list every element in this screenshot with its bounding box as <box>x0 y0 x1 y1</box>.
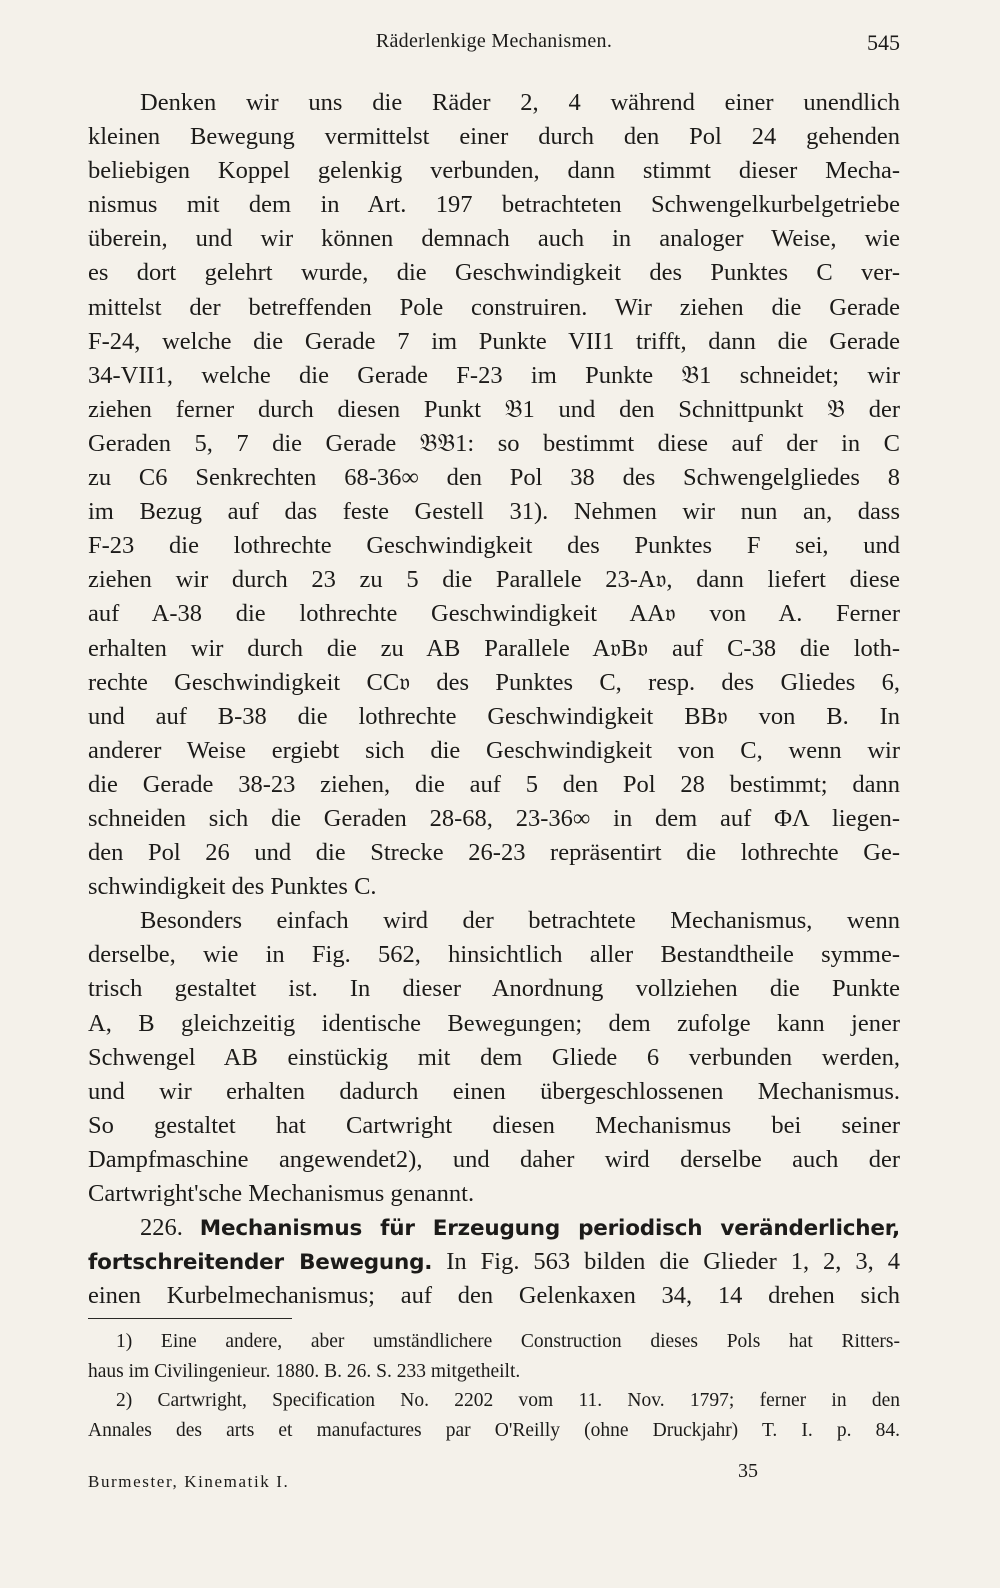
section-heading: Mechanismus für Erzeugung periodisch veränderlicher, <box>199 1216 900 1242</box>
text-line: derselbe, wie in Fig. 562, hinsichtlich aller Bestandtheile symme- <box>88 941 900 969</box>
text-line: Cartwright'sche Mechanismus genannt. <box>88 1180 475 1207</box>
text-line: schwindigkeit des Punktes C. <box>88 873 377 901</box>
footnotes <box>88 1327 900 1445</box>
text-line: schneiden sich die Geraden 28-68, 23-36∞ in dem auf ΦΛ liegen- <box>88 804 900 832</box>
text-line: erhalten wir durch die zu AB Parallele A𝔳B𝔳 auf C-38 die loth- <box>88 634 900 662</box>
sheet-mark: 35 <box>738 1460 758 1482</box>
page-footer <box>88 1460 900 1494</box>
text-line: Schwengel AB einstückig mit dem Gliede 6 verbunden werden, <box>88 1043 900 1071</box>
text-line: kleinen Bewegung vermittelst einer durch den Pol 24 gehenden <box>88 123 900 151</box>
text-line: und auf B-38 die lothrechte Geschwindigkeit BB𝔳 von B. In <box>88 702 900 730</box>
text-line: F-24, welche die Gerade 7 im Punkte VII1 trifft, dann die Gerade <box>88 327 900 355</box>
text-line: nismus mit dem in Art. 197 betrachteten Schwengelkurbelgetriebe <box>88 191 900 219</box>
text-line: einen Kurbelmechanismus; auf den Gelenkaxen 34, 14 drehen sich <box>88 1282 900 1310</box>
text-line: den Pol 26 und die Strecke 26-23 repräsentirt die lothrechte Ge- <box>88 839 900 867</box>
footnote-line: 2) Cartwright, Specification No. 2202 vom 11. Nov. 1797; ferner in den <box>116 1390 900 1411</box>
text-line: ziehen wir durch 23 zu 5 die Parallele 23-A𝔳, dann liefert diese <box>88 566 900 594</box>
footnote-line: Annales des arts et manufactures par O'Reilly (ohne Druckjahr) T. I. p. 84. <box>88 1419 900 1441</box>
running-header <box>88 30 900 62</box>
text-line: rechte Geschwindigkeit CC𝔳 des Punktes C, resp. des Gliedes 6, <box>88 668 900 696</box>
text-line: 34-VII1, welche die Gerade F-23 im Punkte 𝔅1 schneidet; wir <box>88 361 900 389</box>
text-line: So gestaltet hat Cartwright diesen Mechanismus bei seiner <box>88 1111 900 1139</box>
text-line: auf A-38 die lothrechte Geschwindigkeit AA𝔳 von A. Ferner <box>88 600 900 628</box>
text-line: die Gerade 38-23 ziehen, die auf 5 den Pol 28 bestimmt; dann <box>88 770 900 798</box>
text-line: ziehen ferner durch diesen Punkt 𝔅1 und den Schnittpunkt 𝔅 der <box>88 395 900 423</box>
text-line: Denken wir uns die Räder 2, 4 während einer unendlich <box>140 89 900 116</box>
text-line: überein, und wir können demnach auch in analoger Weise, wie <box>88 225 900 253</box>
text-line: und wir erhalten dadurch einen übergeschlossenen Mechanismus. <box>88 1077 900 1105</box>
signature-line: Burmester, Kinematik I. <box>88 1472 290 1491</box>
main-text <box>88 86 900 1313</box>
footnote-line: haus im Civilingenieur. 1880. B. 26. S. 233 mitgetheilt. <box>88 1360 521 1382</box>
text-line: Besonders einfach wird der betrachtete Mechanismus, wenn <box>140 907 900 935</box>
text-line: trisch gestaltet ist. In dieser Anordnung vollziehen die Punkte <box>88 975 900 1003</box>
text-line: zu C6 Senkrechten 68-36∞ den Pol 38 des Schwengelgliedes 8 <box>88 464 900 492</box>
text-line: anderer Weise ergiebt sich die Geschwindigkeit von C, wenn wir <box>88 736 900 764</box>
text-line: beliebigen Koppel gelenkig verbunden, dann stimmt dieser Mecha- <box>88 157 900 185</box>
text-line: A, B gleichzeitig identische Bewegungen; dem zufolge kann jener <box>88 1009 900 1037</box>
text-fragment: In Fig. 563 bilden die Glieder 1, 2, 3, 4 <box>446 1248 900 1276</box>
section-heading-line <box>88 1211 900 1245</box>
page-number: 545 <box>867 30 900 55</box>
section-heading-cont: fortschreitender Bewegung. <box>88 1250 433 1276</box>
text-line: Dampfmaschine angewendet2), und daher wird derselbe auch der <box>88 1145 900 1173</box>
footnote-rule <box>88 1318 292 1319</box>
text-line: mittelst der betreffenden Pole construiren. Wir ziehen die Gerade <box>88 293 900 321</box>
section-number: 226. <box>140 1214 183 1242</box>
section-heading-line-2 <box>88 1245 900 1279</box>
text-line: F-23 die lothrechte Geschwindigkeit des Punktes F sei, und <box>88 532 900 560</box>
text-line: im Bezug auf das feste Gestell 31). Nehmen wir nun an, dass <box>88 498 900 526</box>
footnote-line: 1) Eine andere, aber umständlichere Construction dieses Pols hat Ritters- <box>116 1331 900 1352</box>
text-line: es dort gelehrt wurde, die Geschwindigkeit des Punktes C ver- <box>88 259 900 287</box>
text-line: Geraden 5, 7 die Gerade 𝔅𝔅1: so bestimmt diese auf der in C <box>88 429 900 457</box>
running-title: Räderlenkige Mechanismen. <box>375 30 613 52</box>
